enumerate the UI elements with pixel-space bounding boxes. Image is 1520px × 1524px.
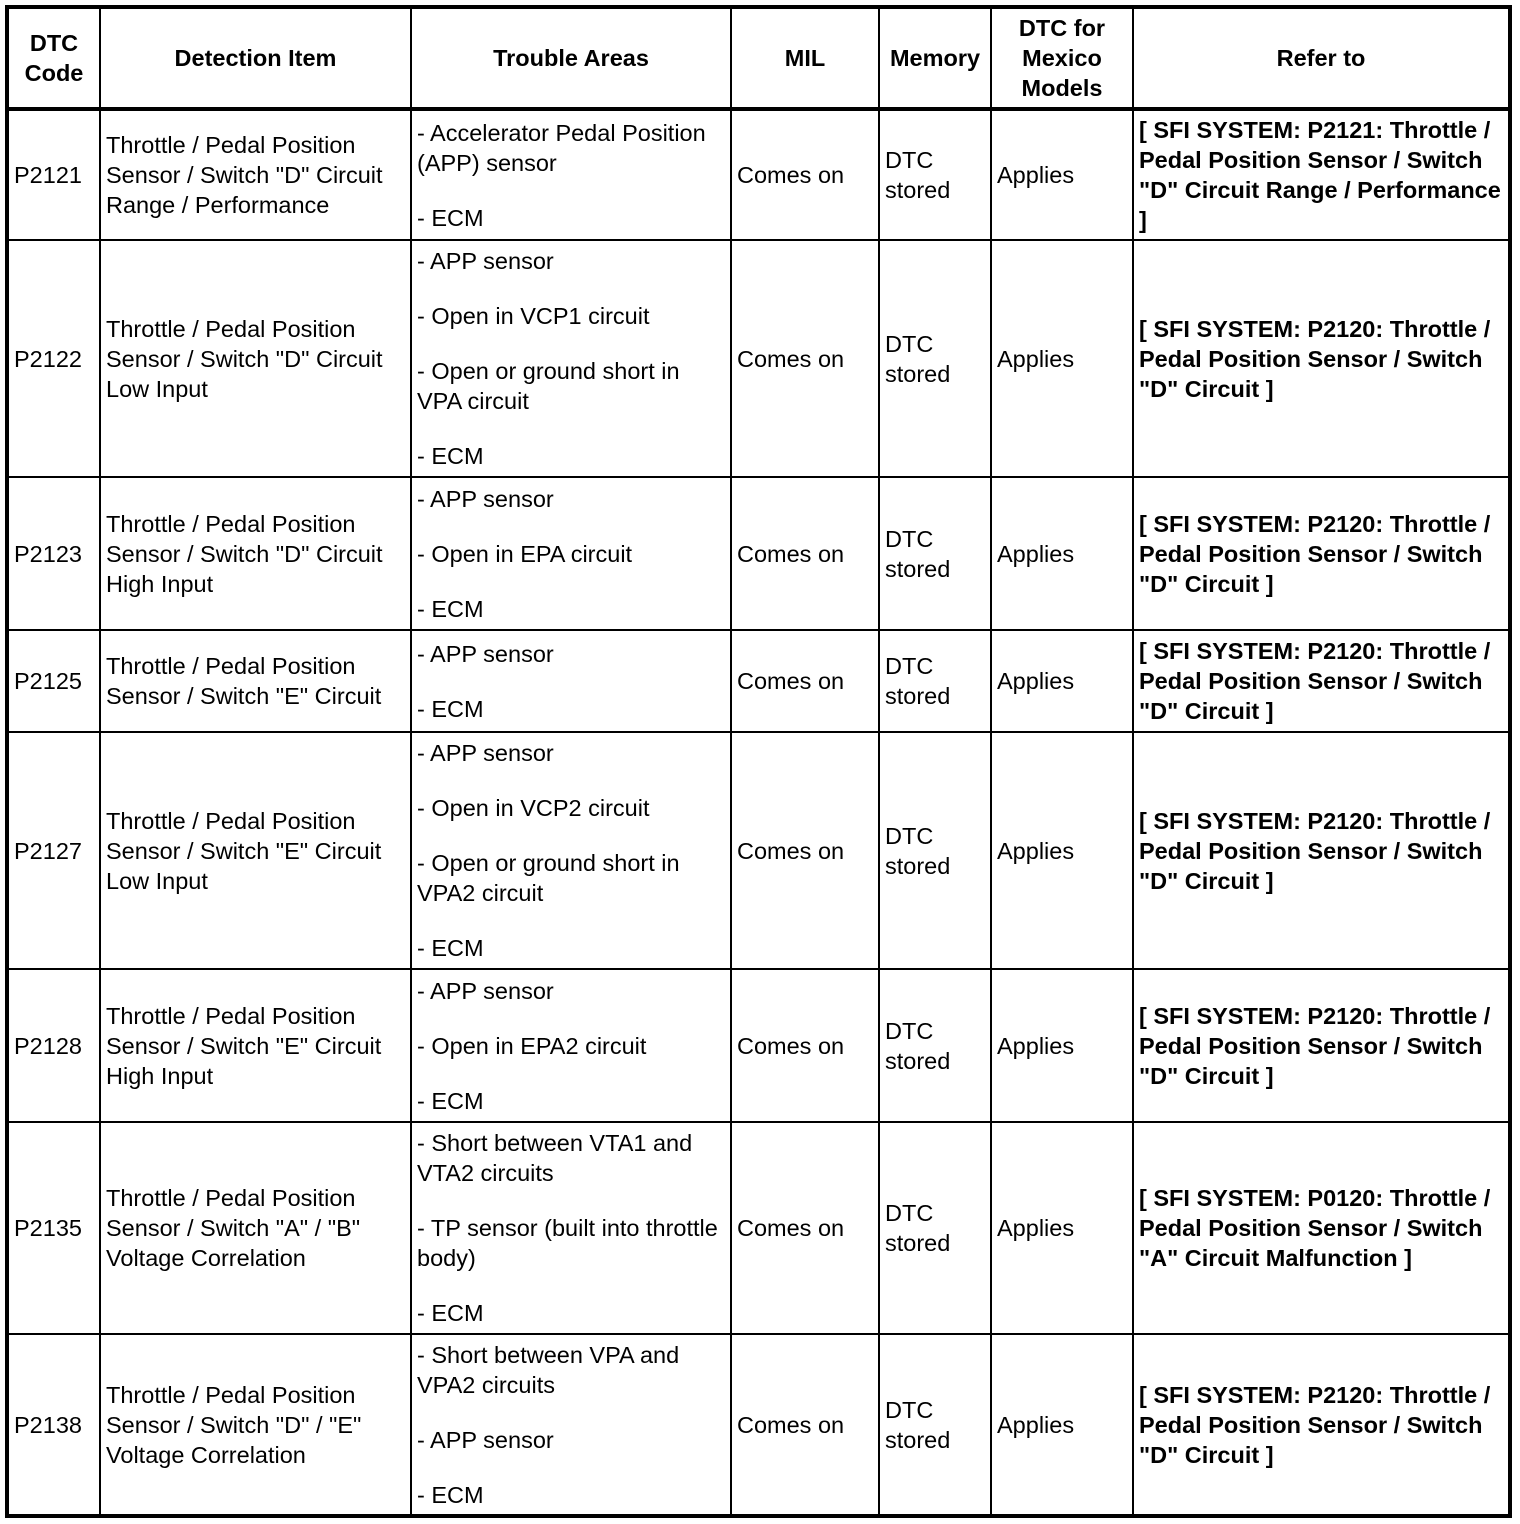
trouble-area-item: - ECM — [417, 595, 484, 622]
cell-mexico-models: Applies — [991, 477, 1133, 630]
cell-mil: Comes on — [731, 732, 879, 969]
trouble-area-item: - APP sensor — [417, 977, 554, 1004]
cell-mil: Comes on — [731, 969, 879, 1122]
trouble-area-item: - ECM — [417, 1300, 484, 1326]
trouble-area-item: - Accelerator Pedal Position (APP) sensor — [417, 119, 706, 176]
table-row — [7, 109, 1510, 240]
table-row — [7, 1334, 1510, 1516]
cell-trouble-areas — [411, 732, 731, 969]
cell-dtc-code: P2138 — [7, 1334, 100, 1516]
cell-dtc-code: P2128 — [7, 969, 100, 1122]
cell-detection-item: Throttle / Pedal Position Sensor / Switch "D" Circuit Range / Performance — [100, 109, 411, 240]
cell-trouble-areas — [411, 240, 731, 477]
header-trouble-areas: Trouble Areas — [411, 7, 731, 109]
cell-mexico-models: Applies — [991, 109, 1133, 240]
cell-detection-item: Throttle / Pedal Position Sensor / Switch "E" Circuit — [100, 630, 411, 732]
cell-refer-to: [ SFI SYSTEM: P2120: Throttle / Pedal Position Sensor / Switch "D" Circuit ] — [1133, 477, 1510, 630]
trouble-area-item: - Short between VPA and VPA2 circuits — [417, 1341, 680, 1398]
cell-mexico-models: Applies — [991, 1334, 1133, 1516]
header-refer-to: Refer to — [1133, 7, 1510, 109]
trouble-area-item: - Open in VCP1 circuit — [417, 303, 650, 329]
cell-memory: DTC stored — [879, 732, 991, 969]
cell-mil: Comes on — [731, 109, 879, 240]
cell-mexico-models: Applies — [991, 630, 1133, 732]
header-detection-item: Detection Item — [100, 7, 411, 109]
table-row — [7, 732, 1510, 969]
table-row — [7, 969, 1510, 1122]
cell-mexico-models: Applies — [991, 732, 1133, 969]
table-row — [7, 477, 1510, 630]
cell-dtc-code: P2121 — [7, 109, 100, 240]
cell-mil: Comes on — [731, 240, 879, 477]
cell-dtc-code: P2125 — [7, 630, 100, 732]
trouble-area-item: - Short between VTA1 and VTA2 circuits — [417, 1130, 693, 1186]
dtc-table — [5, 5, 1512, 1518]
trouble-area-item: - Open or ground short in VPA2 circuit — [417, 850, 680, 906]
cell-detection-item: Throttle / Pedal Position Sensor / Switch "D" Circuit High Input — [100, 477, 411, 630]
cell-trouble-areas — [411, 1334, 731, 1516]
cell-refer-to: [ SFI SYSTEM: P2120: Throttle / Pedal Position Sensor / Switch "D" Circuit ] — [1133, 732, 1510, 969]
header-row — [7, 7, 1510, 109]
cell-dtc-code: P2123 — [7, 477, 100, 630]
trouble-area-item: - ECM — [417, 695, 484, 722]
trouble-area-item: - ECM — [417, 443, 484, 469]
cell-trouble-areas — [411, 1122, 731, 1334]
trouble-area-item: - ECM — [417, 1087, 484, 1114]
cell-memory: DTC stored — [879, 630, 991, 732]
trouble-area-item: - APP sensor — [417, 640, 554, 667]
cell-dtc-code: P2122 — [7, 240, 100, 477]
cell-refer-to: [ SFI SYSTEM: P2121: Throttle / Pedal Position Sensor / Switch "D" Circuit Range / Performance ] — [1133, 109, 1510, 240]
cell-detection-item: Throttle / Pedal Position Sensor / Switch "E" Circuit Low Input — [100, 732, 411, 969]
cell-trouble-areas — [411, 630, 731, 732]
cell-refer-to: [ SFI SYSTEM: P2120: Throttle / Pedal Position Sensor / Switch "D" Circuit ] — [1133, 969, 1510, 1122]
cell-memory: DTC stored — [879, 1122, 991, 1334]
cell-trouble-areas — [411, 477, 731, 630]
trouble-area-item: - APP sensor — [417, 740, 554, 766]
cell-dtc-code: P2127 — [7, 732, 100, 969]
trouble-area-item: - APP sensor — [417, 485, 554, 512]
cell-memory: DTC stored — [879, 477, 991, 630]
cell-detection-item: Throttle / Pedal Position Sensor / Switch "A" / "B" Voltage Correlation — [100, 1122, 411, 1334]
cell-mil: Comes on — [731, 1334, 879, 1516]
header-mexico-models: DTC for Mexico Models — [991, 7, 1133, 109]
cell-memory: DTC stored — [879, 969, 991, 1122]
cell-refer-to: [ SFI SYSTEM: P2120: Throttle / Pedal Position Sensor / Switch "D" Circuit ] — [1133, 1334, 1510, 1516]
trouble-area-item: - ECM — [417, 1481, 484, 1508]
cell-mexico-models: Applies — [991, 240, 1133, 477]
trouble-area-item: - Open in EPA circuit — [417, 540, 633, 567]
cell-detection-item: Throttle / Pedal Position Sensor / Switch "D" / "E" Voltage Correlation — [100, 1334, 411, 1516]
table-row — [7, 240, 1510, 477]
cell-dtc-code: P2135 — [7, 1122, 100, 1334]
trouble-area-item: - Open in VCP2 circuit — [417, 795, 650, 821]
cell-memory: DTC stored — [879, 240, 991, 477]
trouble-area-item: - APP sensor — [417, 248, 554, 274]
cell-detection-item: Throttle / Pedal Position Sensor / Switch "D" Circuit Low Input — [100, 240, 411, 477]
header-dtc-code: DTC Code — [7, 7, 100, 109]
cell-memory: DTC stored — [879, 1334, 991, 1516]
cell-mil: Comes on — [731, 477, 879, 630]
cell-trouble-areas — [411, 969, 731, 1122]
cell-detection-item: Throttle / Pedal Position Sensor / Switch "E" Circuit High Input — [100, 969, 411, 1122]
cell-mexico-models: Applies — [991, 1122, 1133, 1334]
header-memory: Memory — [879, 7, 991, 109]
cell-trouble-areas — [411, 109, 731, 240]
header-mil: MIL — [731, 7, 879, 109]
trouble-area-item: - Open in EPA2 circuit — [417, 1032, 647, 1059]
trouble-area-item: - ECM — [417, 935, 484, 961]
cell-mil: Comes on — [731, 630, 879, 732]
cell-refer-to: [ SFI SYSTEM: P2120: Throttle / Pedal Position Sensor / Switch "D" Circuit ] — [1133, 630, 1510, 732]
trouble-area-item: - Open or ground short in VPA circuit — [417, 358, 680, 414]
table-row — [7, 630, 1510, 732]
trouble-area-item: - APP sensor — [417, 1426, 554, 1453]
cell-memory: DTC stored — [879, 109, 991, 240]
trouble-area-item: - ECM — [417, 204, 484, 231]
trouble-area-item: - TP sensor (built into throttle body) — [417, 1215, 718, 1271]
cell-refer-to: [ SFI SYSTEM: P0120: Throttle / Pedal Position Sensor / Switch "A" Circuit Malfunction ] — [1133, 1122, 1510, 1334]
cell-mil: Comes on — [731, 1122, 879, 1334]
cell-refer-to: [ SFI SYSTEM: P2120: Throttle / Pedal Position Sensor / Switch "D" Circuit ] — [1133, 240, 1510, 477]
table-row — [7, 1122, 1510, 1334]
cell-mexico-models: Applies — [991, 969, 1133, 1122]
